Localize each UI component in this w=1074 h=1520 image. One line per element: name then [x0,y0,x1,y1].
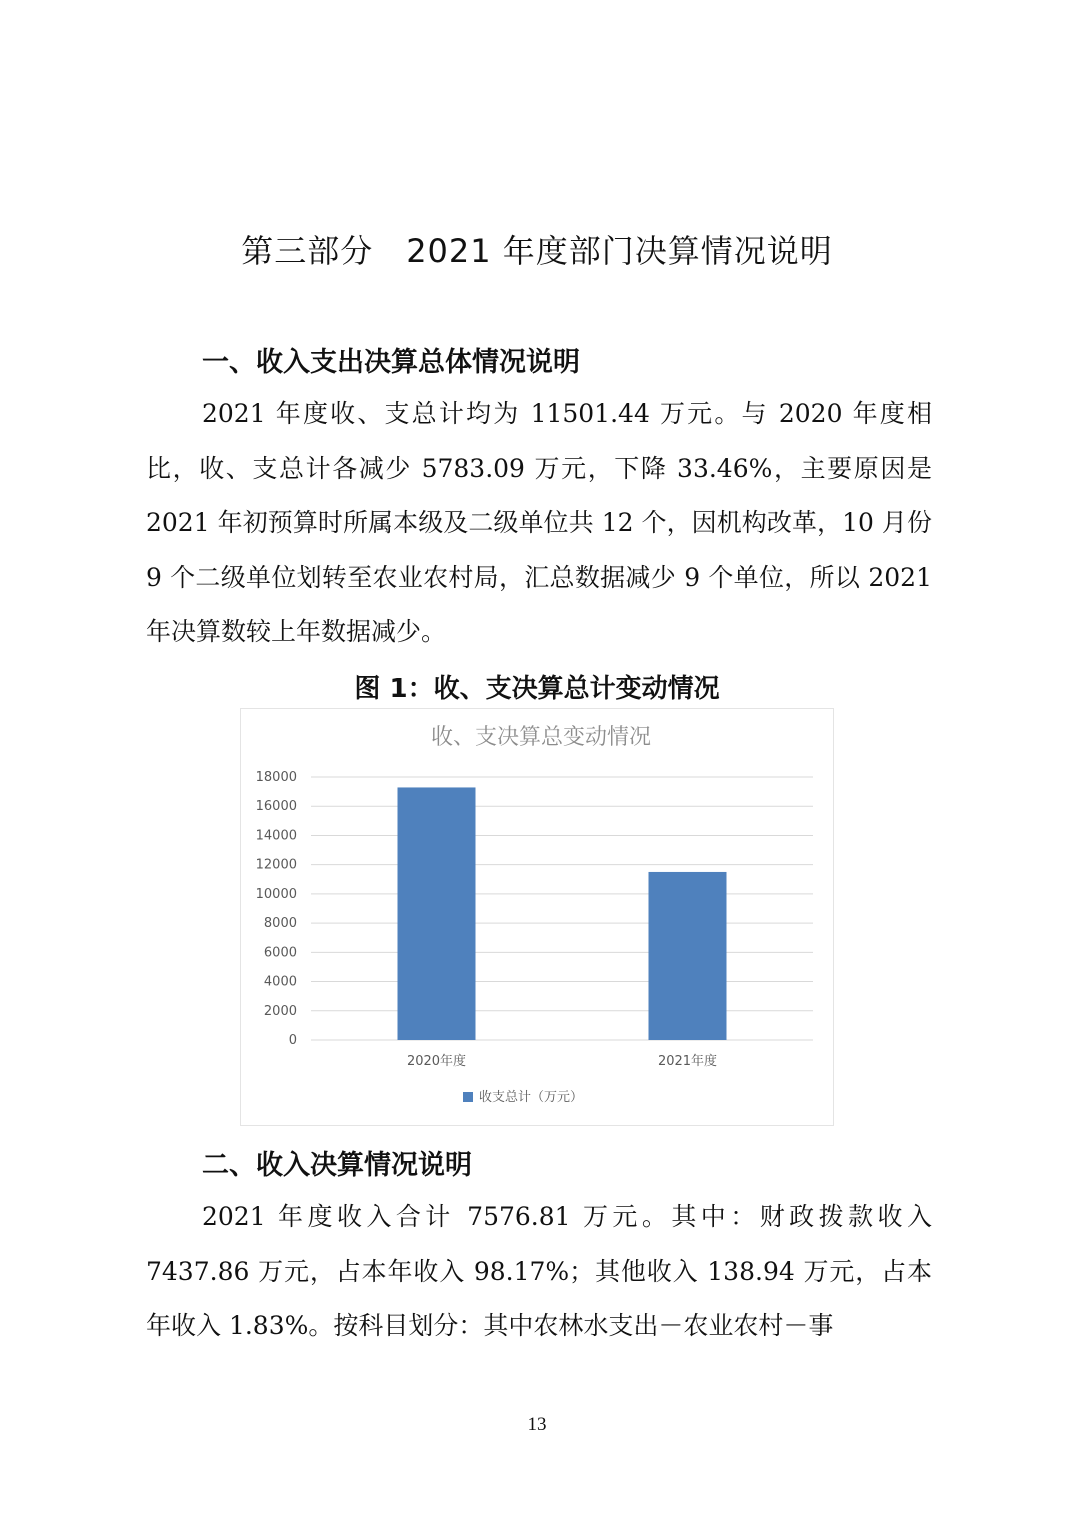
y-tick-label: 8000 [263,916,297,932]
y-tick-label: 12000 [255,857,297,873]
y-tick-label: 2000 [263,1003,297,1019]
section-paragraph-income-expense: 2021 年度收、支总计均为 11501.44 万元。与 2020 年度相比，收、支总计各减少 5783.09 万元，下降 33.46%，主要原因是 2021 年初预算时所属本级及二级单位共 12 个，因机构改革，10 月份 9 个二级单位划转至农业农村局，汇总数据减少 9 个单位，所以 2021 年决算数较上年数据减少。 [146,399,932,646]
chart-bar [398,787,476,1040]
bar-chart-svg [241,709,833,1125]
legend-label: 收支总计（万元） [479,1090,584,1105]
y-tick-label: 10000 [255,886,297,902]
page-title: 第三部分 2021 年度部门决算情况说明 [241,232,833,270]
figure-caption: 图 1：收、支决算总计变动情况 [354,674,720,704]
y-tick-label: 4000 [263,974,297,990]
y-tick-label: 0 [288,1033,297,1048]
chart-legend [463,1089,583,1105]
chart-y-tick-labels [256,770,297,1048]
chart-bars [398,787,727,1040]
y-tick-label: 6000 [263,945,297,961]
page-number: 13 [527,1414,547,1435]
x-tick-label: 2020年度 [406,1054,467,1069]
chart-title: 收、支决算总变动情况 [430,725,652,750]
section-heading-income-expense: 一、收入支出决算总体情况说明 [202,347,580,378]
chart-gridlines [311,777,813,1040]
y-tick-label: 18000 [255,770,297,785]
section-heading-income: 二、收入决算情况说明 [202,1150,472,1181]
bar-chart [240,708,834,1126]
y-tick-label: 16000 [255,799,297,815]
y-tick-label: 14000 [255,828,297,844]
chart-bar [649,872,727,1040]
x-tick-label: 2021年度 [657,1054,718,1069]
chart-x-tick-labels [407,1053,717,1069]
section-paragraph-income: 2021 年度收入合计 7576.81 万元。其中：财政拨款收入 7437.86 万元，占本年收入 98.17%；其他收入 138.94 万元，占本年收入 1.83%。按科目划分：其中农林水支出－农业农村－事 [146,1202,932,1340]
legend-swatch [463,1092,473,1102]
